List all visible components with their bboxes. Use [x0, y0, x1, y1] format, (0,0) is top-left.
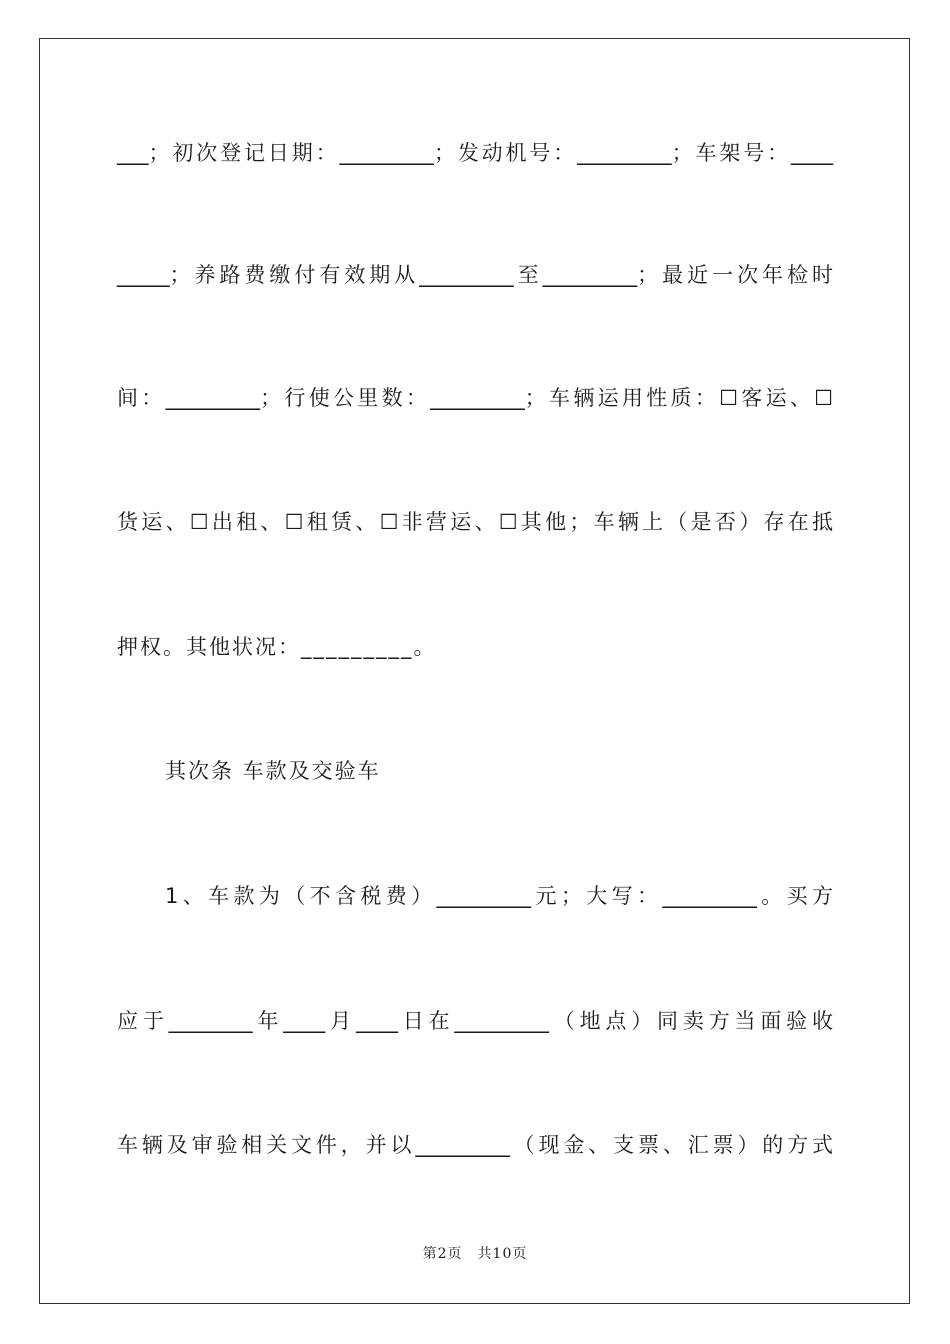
text-line-3: 间：_________；行使公里数：_________；车辆运用性质：☐客运、☐	[117, 386, 833, 410]
section-heading: 其次条 车款及交验车	[165, 759, 381, 783]
text-line-5: 押权。其他状况：_________。	[117, 635, 437, 659]
text-line-2: _____；养路费缴付有效期从_________至_________；最近一次年检时	[117, 263, 833, 287]
text-line-1: ___；初次登记日期：_________；发动机号：_________；车架号：____	[117, 141, 833, 165]
page-number: 第2页 共10页	[422, 1246, 528, 1262]
text-line-4: 货运、☐出租、☐租赁、☐非营运、☐其他；车辆上（是否）存在抵	[117, 510, 833, 534]
text-line-8: 应于________年____月____日在_________（地点）同卖方当面验收	[117, 1009, 833, 1033]
text-line-7: 1、车款为（不含税费）_________元；大写：_________。买方	[165, 884, 833, 908]
page-frame	[39, 38, 910, 1304]
text-line-9: 车辆及审验相关文件，并以_________（现金、支票、汇票）的方式	[117, 1133, 833, 1157]
